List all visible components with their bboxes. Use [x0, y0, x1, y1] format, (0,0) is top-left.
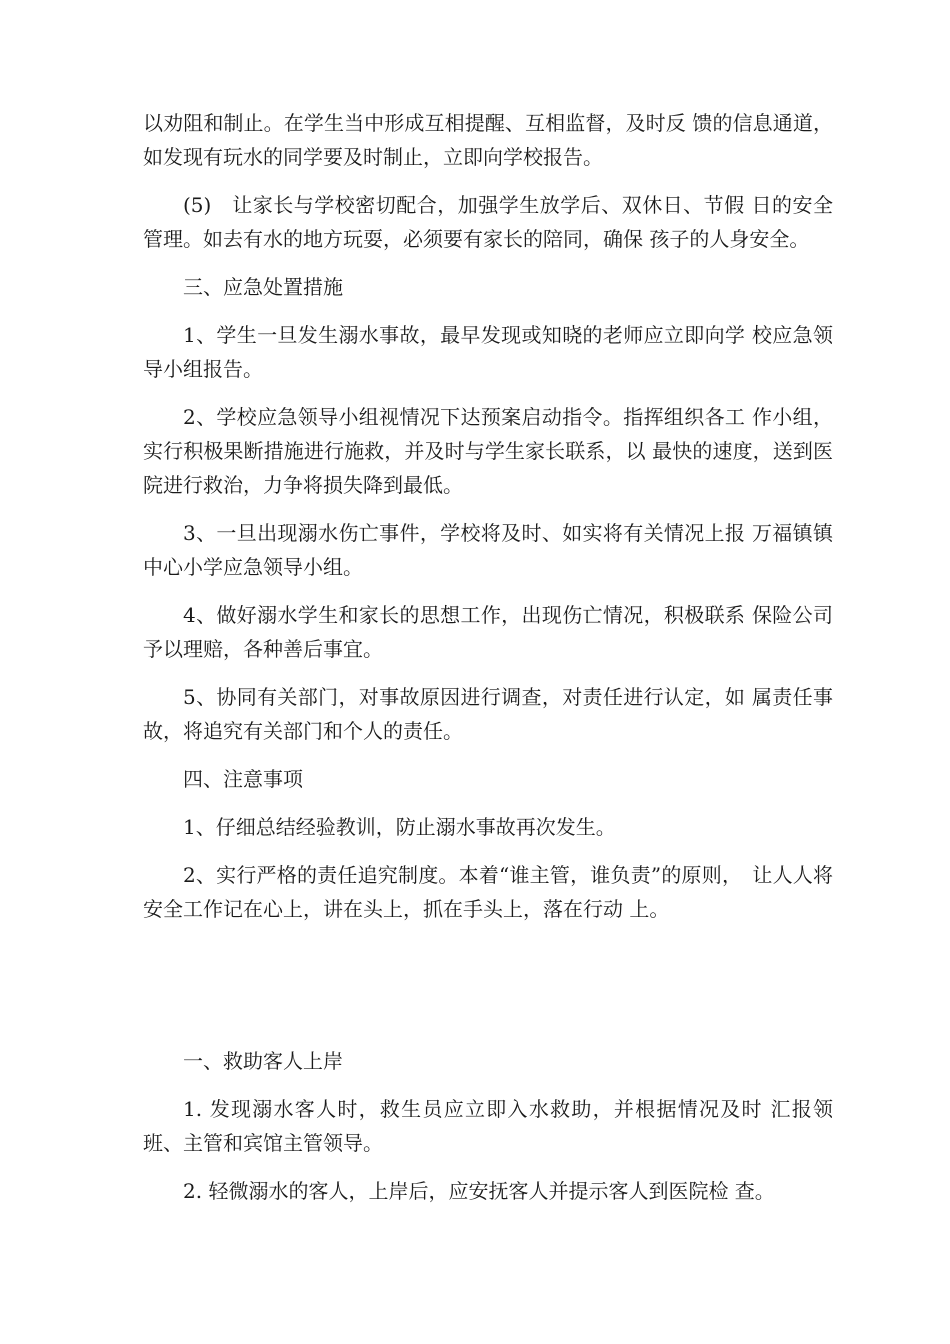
section-heading: 三、应急处置措施 [183, 275, 343, 299]
section-heading: 四、注意事项 [183, 767, 303, 791]
paragraph: 2、实行严格的责任追究制度。本着“谁主管，谁负责”的原则， 让人人将安全工作记在心上，讲在头上，抓在手头上，落在行动 上。 [143, 863, 833, 921]
paragraph: 1、学生一旦发生溺水事故，最早发现或知晓的老师应立即向学 校应急领导小组报告。 [143, 323, 833, 381]
blank-space [143, 940, 833, 1044]
paragraph: 2. 轻微溺水的客人，上岸后，应安抚客人并提示客人到医院检 查。 [183, 1179, 775, 1203]
paragraph: (5) 让家长与学校密切配合，加强学生放学后、双休日、节假 日的安全管理。如去有水的地方玩耍，必须要有家长的陪同，确保 孩子的人身安全。 [143, 193, 833, 251]
paragraph: 1、仔细总结经验教训，防止溺水事故再次发生。 [183, 815, 616, 839]
paragraph: 1. 发现溺水客人时，救生员应立即入水救助，并根据情况及时 汇报领班、主管和宾馆主管领导。 [143, 1097, 833, 1155]
document-page [143, 106, 833, 1222]
paragraph: 2、学校应急领导小组视情况下达预案启动指令。指挥组织各工 作小组，实行积极果断措施进行施救，并及时与学生家长联系，以 最快的速度，送到医院进行救治，力争将损失降到最低。 [143, 405, 833, 497]
paragraph: 4、做好溺水学生和家长的思想工作，出现伤亡情况，积极联系 保险公司予以理赔，各种善后事宜。 [143, 603, 833, 661]
paragraph: 5、协同有关部门，对事故原因进行调查，对责任进行认定，如 属责任事故，将追究有关部门和个人的责任。 [143, 685, 833, 743]
section-heading: 一、救助客人上岸 [183, 1049, 343, 1073]
paragraph: 以劝阻和制止。在学生当中形成互相提醒、互相监督，及时反 馈的信息通道，如发现有玩水的同学要及时制止，立即向学校报告。 [143, 111, 833, 169]
paragraph: 3、一旦出现溺水伤亡事件，学校将及时、如实将有关情况上报 万福镇镇中心小学应急领导小组。 [143, 521, 833, 579]
